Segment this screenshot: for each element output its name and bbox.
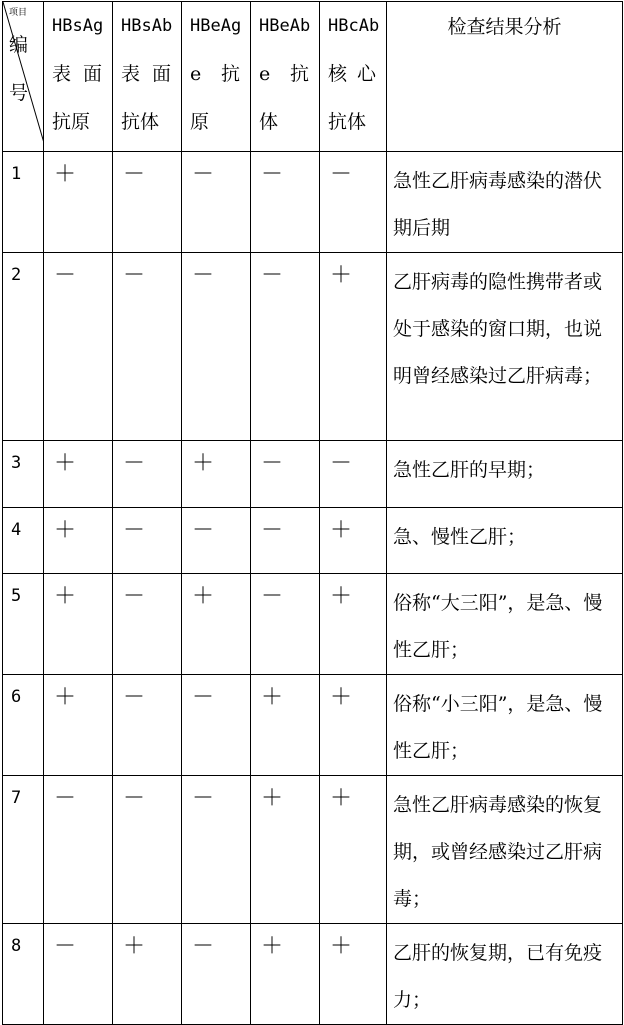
result-analysis: 俗称“大三阳”，是急、慢性乙肝； (387, 574, 623, 675)
marker-desc: e 抗 (259, 63, 309, 85)
row-number: 1 (3, 152, 44, 253)
result-hbeab: ＋ (251, 675, 320, 776)
result-hbeab: － (251, 253, 320, 441)
table-row (3, 574, 623, 675)
analysis-title: 检查结果分析 (447, 16, 562, 38)
corner-label-number-1: 编 (9, 34, 29, 56)
result-hbeag: ＋ (182, 574, 251, 675)
table-row (3, 441, 623, 508)
marker-desc: 核 心 (328, 63, 376, 85)
result-hbsag: － (44, 253, 113, 441)
marker-code: HBeAb (259, 16, 311, 36)
result-hbsab: － (113, 441, 182, 508)
header-hbeab (251, 2, 320, 152)
marker-code: HBsAb (121, 16, 173, 36)
result-hbsab: － (113, 152, 182, 253)
marker-desc: 表 面 (121, 63, 171, 85)
marker-code: HBcAb (328, 16, 380, 36)
result-hbeab: － (251, 152, 320, 253)
result-hbeag: － (182, 675, 251, 776)
result-hbsab: － (113, 574, 182, 675)
result-hbcab: ＋ (320, 253, 387, 441)
result-hbeab: － (251, 441, 320, 508)
result-hbeab: － (251, 508, 320, 574)
result-analysis: 急性乙肝的早期； (387, 441, 623, 508)
result-hbsag: － (44, 924, 113, 1025)
corner-label-item: 项目 (9, 8, 28, 18)
row-number: 3 (3, 441, 44, 508)
result-hbsab: － (113, 675, 182, 776)
table-row (3, 924, 623, 1025)
result-hbeag: － (182, 152, 251, 253)
corner-label-number-2: 号 (9, 82, 29, 104)
corner-cell (3, 2, 44, 152)
marker-desc: e 抗 (190, 63, 240, 85)
result-hbsab: － (113, 253, 182, 441)
marker-desc-2: 抗体 (328, 111, 367, 133)
table-row (3, 675, 623, 776)
result-hbsag: － (44, 776, 113, 924)
row-number: 7 (3, 776, 44, 924)
result-hbsab: ＋ (113, 924, 182, 1025)
row-number: 8 (3, 924, 44, 1025)
row-number: 2 (3, 253, 44, 441)
result-hbeag: － (182, 924, 251, 1025)
result-hbcab: － (320, 441, 387, 508)
marker-code: HBsAg (52, 16, 104, 36)
result-hbsag: ＋ (44, 574, 113, 675)
row-number: 6 (3, 675, 44, 776)
header-hbsag (44, 2, 113, 152)
result-hbcab: ＋ (320, 924, 387, 1025)
result-hbsag: ＋ (44, 152, 113, 253)
hbv-results-table (2, 1, 623, 1025)
header-hbsab (113, 2, 182, 152)
row-number: 4 (3, 508, 44, 574)
marker-desc-2: 抗原 (52, 111, 91, 133)
result-analysis: 急性乙肝病毒感染的潜伏期后期 (387, 152, 623, 253)
header-row (3, 2, 623, 152)
header-hbcab (320, 2, 387, 152)
result-hbcab: ＋ (320, 508, 387, 574)
result-hbcab: ＋ (320, 776, 387, 924)
result-hbsab: － (113, 776, 182, 924)
result-hbeag: ＋ (182, 441, 251, 508)
result-hbeab: ＋ (251, 776, 320, 924)
result-analysis: 急性乙肝病毒感染的恢复期，或曾经感染过乙肝病毒； (387, 776, 623, 924)
row-number: 5 (3, 574, 44, 675)
result-hbcab: － (320, 152, 387, 253)
result-analysis: 乙肝病毒的隐性携带者或处于感染的窗口期，也说明曾经感染过乙肝病毒； (387, 253, 623, 441)
result-hbeab: － (251, 574, 320, 675)
result-hbeag: － (182, 776, 251, 924)
marker-code: HBeAg (190, 16, 242, 36)
diagonal-line (3, 2, 44, 143)
result-hbsab: － (113, 508, 182, 574)
result-hbsag: ＋ (44, 508, 113, 574)
table-row (3, 152, 623, 253)
table-row (3, 253, 623, 441)
result-hbcab: ＋ (320, 574, 387, 675)
marker-desc-2: 原 (190, 111, 210, 133)
table-row (3, 776, 623, 924)
marker-desc-2: 抗体 (121, 111, 160, 133)
header-analysis (387, 2, 623, 152)
header-hbeag (182, 2, 251, 152)
result-hbcab: ＋ (320, 675, 387, 776)
result-hbeab: ＋ (251, 924, 320, 1025)
result-hbeag: － (182, 253, 251, 441)
result-hbsag: ＋ (44, 675, 113, 776)
result-hbsag: ＋ (44, 441, 113, 508)
result-hbeag: － (182, 508, 251, 574)
result-analysis: 急、慢性乙肝； (387, 508, 623, 574)
marker-desc-2: 体 (259, 111, 279, 133)
result-analysis: 乙肝的恢复期，已有免疫力； (387, 924, 623, 1025)
result-analysis: 俗称“小三阳”，是急、慢性乙肝； (387, 675, 623, 776)
table-row (3, 508, 623, 574)
marker-desc: 表 面 (52, 63, 102, 85)
